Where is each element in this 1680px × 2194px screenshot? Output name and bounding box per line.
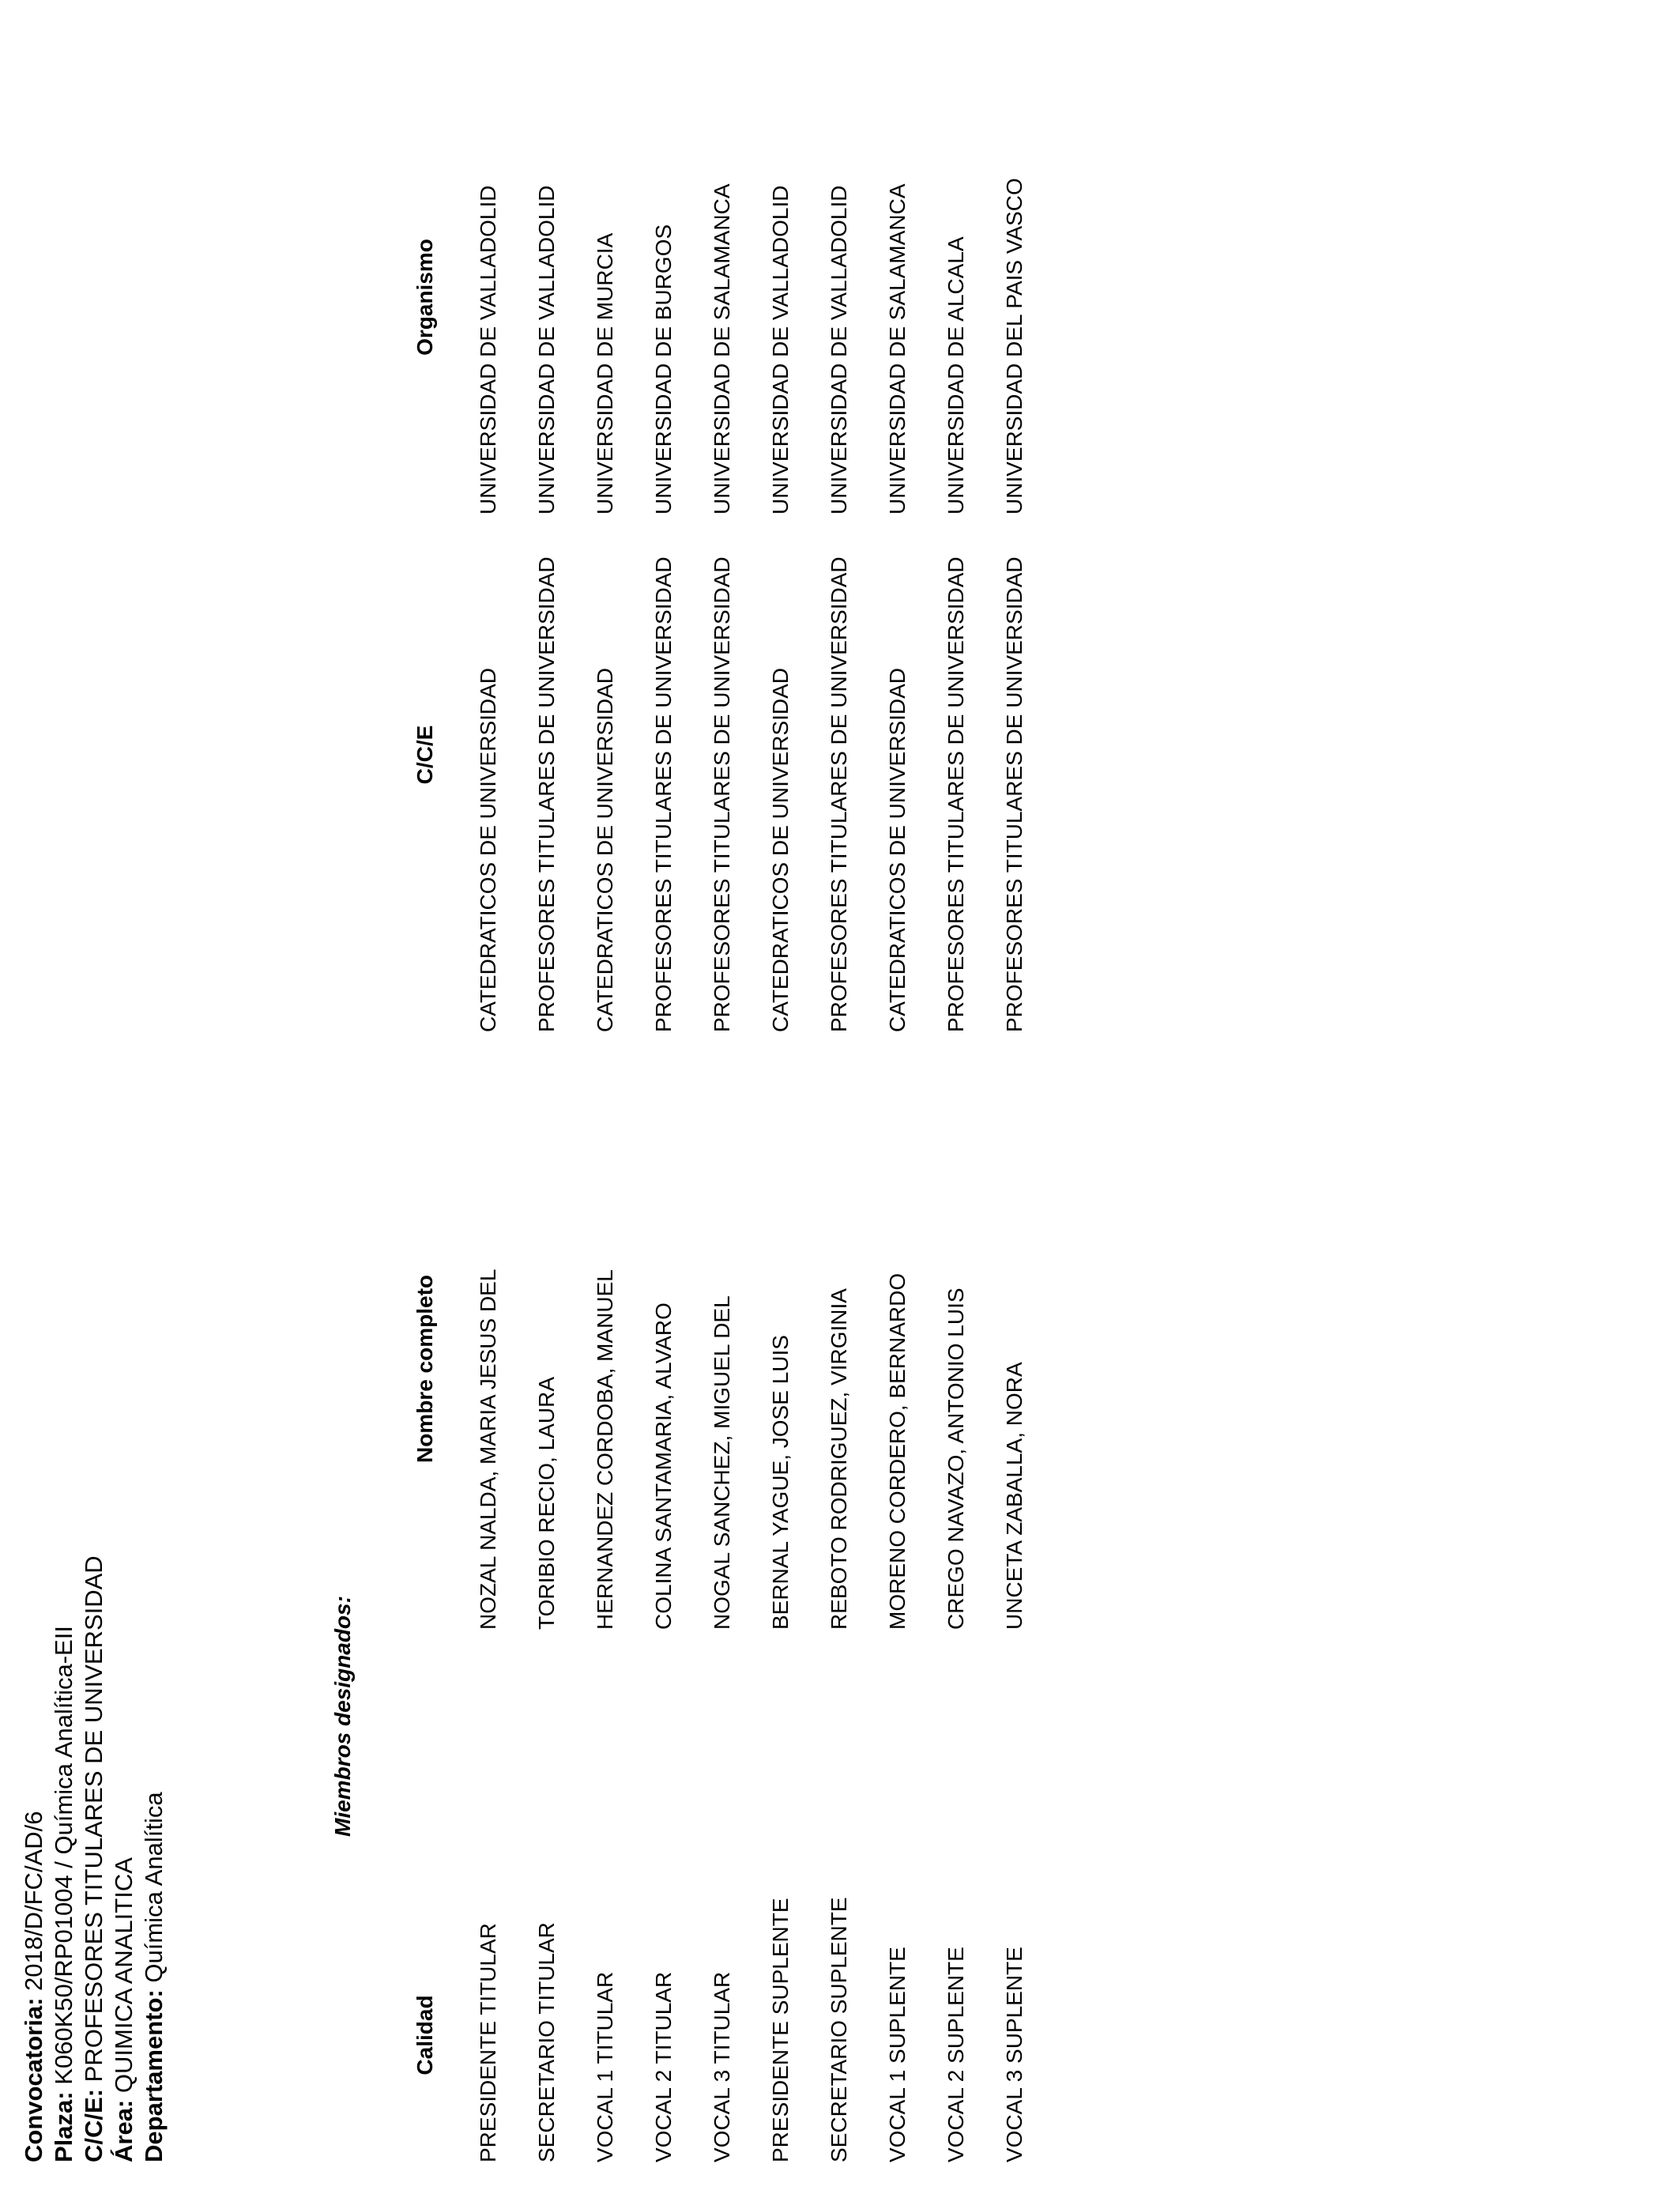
cell-organismo: UNIVERSIDAD DE VALLADOLID (827, 185, 851, 515)
cell-nombre: COLINA SANTAMARIA, ALVARO (651, 1302, 676, 1630)
area-label: Área: (110, 2099, 137, 2162)
cell-calidad: PRESIDENTE SUPLENTE (768, 1898, 793, 2162)
plaza-value: K060K50/RP01004 / Química Analítica-EII (50, 1626, 77, 2085)
area-value: QUIMICA ANALITICA (110, 1857, 137, 2094)
cce-value: PROFESORES TITULARES DE UNIVERSIDAD (80, 1555, 107, 2083)
table-row (1002, 0, 1034, 2194)
cell-cce: PROFESORES TITULARES DE UNIVERSIDAD (827, 556, 851, 1032)
cell-cce: CATEDRATICOS DE UNIVERSIDAD (885, 667, 910, 1032)
members-heading: Miembros designados: (330, 1596, 355, 1837)
header-plaza (49, 1555, 79, 2162)
cell-organismo: UNIVERSIDAD DE VALLADOLID (768, 185, 793, 515)
cell-organismo: UNIVERSIDAD DE VALLADOLID (476, 185, 500, 515)
cell-calidad: VOCAL 2 TITULAR (651, 1971, 676, 2162)
cell-nombre: MORENO CORDERO, BERNARDO (885, 1272, 910, 1630)
cell-organismo: UNIVERSIDAD DE VALLADOLID (534, 185, 559, 515)
cell-nombre: BERNAL YAGUE, JOSE LUIS (768, 1335, 793, 1630)
cell-calidad: SECRETARIO SUPLENTE (827, 1897, 851, 2162)
cell-calidad: VOCAL 3 SUPLENTE (1002, 1947, 1026, 2162)
table-row (651, 0, 683, 2194)
column-header-organismo: Organismo (412, 239, 437, 356)
table-row (827, 0, 858, 2194)
departamento-label: Departamento: (140, 1989, 168, 2162)
cell-nombre: NOZAL NALDA, MARIA JESUS DEL (476, 1269, 500, 1630)
cell-cce: PROFESORES TITULARES DE UNIVERSIDAD (1002, 556, 1026, 1032)
cell-nombre: HERNANDEZ CORDOBA, MANUEL (593, 1269, 617, 1630)
table-row (710, 0, 741, 2194)
header-cce (79, 1555, 109, 2162)
cell-nombre: REBOTO RODRIGUEZ, VIRGINIA (827, 1288, 851, 1630)
column-header-nombre: Nombre completo (412, 1274, 437, 1464)
cell-cce: PROFESORES TITULARES DE UNIVERSIDAD (534, 556, 559, 1032)
cell-cce: CATEDRATICOS DE UNIVERSIDAD (593, 667, 617, 1032)
table-row (534, 0, 566, 2194)
cell-calidad: PRESIDENTE TITULAR (476, 1923, 500, 2162)
cell-nombre: UNCETA ZABALLA, NORA (1002, 1362, 1026, 1630)
column-header-calidad: Calidad (412, 1995, 437, 2075)
cell-nombre: TORIBIO RECIO, LAURA (534, 1377, 559, 1630)
cell-cce: CATEDRATICOS DE UNIVERSIDAD (768, 667, 793, 1032)
cell-calidad: VOCAL 1 SUPLENTE (885, 1947, 910, 2162)
table-row (944, 0, 975, 2194)
cell-calidad: SECRETARIO TITULAR (534, 1922, 559, 2162)
convocatoria-value: 2018/D/FC/AD/6 (20, 1811, 47, 1991)
cell-organismo: UNIVERSIDAD DE BURGOS (651, 224, 676, 515)
cce-label: C/C/E: (80, 2089, 107, 2162)
departamento-value: Química Analítica (140, 1792, 168, 1983)
cell-calidad: VOCAL 2 SUPLENTE (944, 1947, 968, 2162)
convocatoria-label: Convocatoria: (20, 1997, 47, 2162)
cell-organismo: UNIVERSIDAD DE SALAMANCA (710, 183, 734, 515)
cell-cce: PROFESORES TITULARES DE UNIVERSIDAD (710, 556, 734, 1032)
cell-calidad: VOCAL 1 TITULAR (593, 1971, 617, 2162)
table-row (768, 0, 800, 2194)
cell-organismo: UNIVERSIDAD DE MURCIA (593, 232, 617, 515)
cell-cce: CATEDRATICOS DE UNIVERSIDAD (476, 667, 500, 1032)
header-departamento (139, 1555, 169, 2162)
cell-organismo: UNIVERSIDAD DEL PAIS VASCO (1002, 178, 1026, 515)
header-area (109, 1555, 139, 2162)
cell-cce: PROFESORES TITULARES DE UNIVERSIDAD (944, 556, 968, 1032)
cell-cce: PROFESORES TITULARES DE UNIVERSIDAD (651, 556, 676, 1032)
table-row (885, 0, 917, 2194)
plaza-label: Plaza: (50, 2091, 77, 2162)
cell-organismo: UNIVERSIDAD DE ALCALA (944, 236, 968, 515)
header-block (19, 1555, 169, 2162)
header-convocatoria (19, 1555, 49, 2162)
cell-organismo: UNIVERSIDAD DE SALAMANCA (885, 183, 910, 515)
cell-calidad: VOCAL 3 TITULAR (710, 1971, 734, 2162)
cell-nombre: NOGAL SANCHEZ, MIGUEL DEL (710, 1295, 734, 1630)
cell-nombre: CREGO NAVAZO, ANTONIO LUIS (944, 1287, 968, 1630)
table-row (476, 0, 507, 2194)
column-header-cce: C/C/E (412, 725, 437, 785)
table-row (593, 0, 624, 2194)
